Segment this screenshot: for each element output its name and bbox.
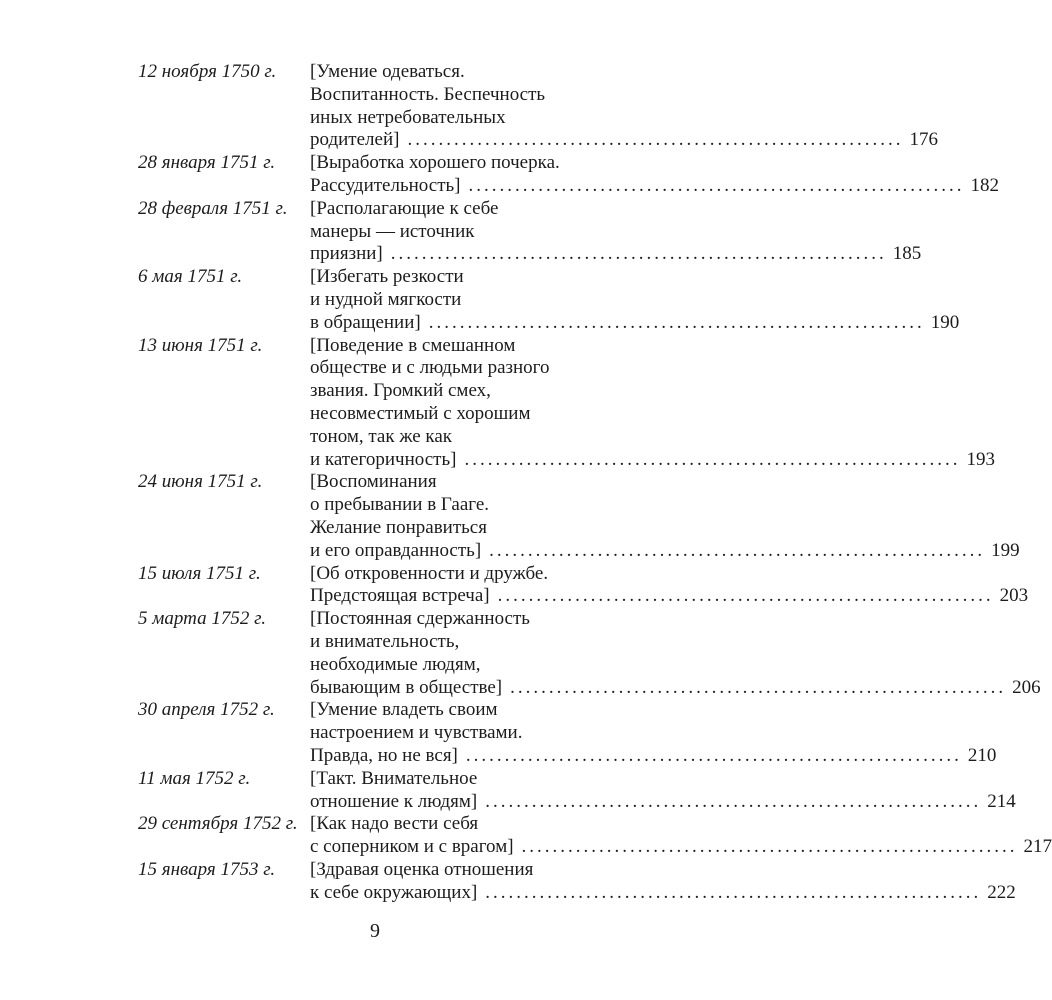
entry-date: 28 февраля 1751 г. [138, 197, 288, 219]
dot-leader: ................................................................ [390, 243, 887, 265]
entry-title-line: [Умение одеваться. [310, 61, 465, 82]
entry-date: 28 января 1751 г. [138, 152, 276, 174]
entry-title-line: [Избегать резкости [310, 266, 464, 288]
entry-title-line: Воспитанность. Беспечность [310, 83, 546, 105]
page-number: 9 [370, 920, 380, 942]
entry-title-line: звания. Громкий смех, [310, 380, 491, 402]
toc-entry [138, 608, 1041, 699]
entry-title-line: [Постоянная сдержанность [310, 608, 530, 630]
entry-page-number: 210 [967, 744, 997, 766]
entry-title-line: [Умение владеть своим [310, 699, 498, 721]
entry-date: 11 мая 1752 г. [138, 767, 251, 789]
entry-title-last-line [310, 243, 921, 266]
entry-date: 6 мая 1751 г. [138, 266, 243, 288]
dot-leader: ................................................................ [407, 129, 904, 151]
entry-page-number: 185 [892, 243, 922, 265]
entry-title-line: [Такт. Внимательное [310, 767, 478, 789]
entry-description [310, 608, 1041, 699]
entry-title-line: Рассудительность] [310, 174, 461, 196]
entry-title-last-line [310, 745, 996, 768]
entry-title-line: приязни] [310, 243, 383, 265]
entry-title-last-line [310, 540, 1020, 563]
entry-description [310, 768, 1016, 814]
dot-leader: ................................................................ [468, 174, 965, 196]
entry-title-last-line [310, 449, 995, 472]
entry-title-line: к себе окружающих] [310, 881, 478, 903]
entry-title-line: с соперником и с врагом] [310, 836, 514, 858]
entry-description [310, 563, 1028, 609]
dot-leader: ................................................................ [428, 311, 925, 333]
dot-leader: ................................................................ [485, 881, 982, 903]
entry-title-line: отношение к людям] [310, 790, 478, 812]
table-of-contents [138, 61, 1052, 904]
entry-date: 13 июня 1751 г. [138, 334, 263, 356]
entry-page-number: 222 [987, 881, 1016, 903]
entry-description [310, 471, 1020, 562]
entry-date: 15 января 1753 г. [138, 858, 276, 880]
entry-title-last-line [310, 129, 938, 152]
toc-entry [138, 562, 1029, 609]
entry-title-line: и его оправданность] [310, 539, 482, 561]
entry-page-number: 190 [930, 311, 960, 333]
entry-title-line: [Выработка хорошего почерка. [310, 152, 560, 174]
dot-leader: ................................................................ [521, 836, 1018, 858]
entry-title-line: бывающим в обществе] [310, 676, 503, 698]
entry-page-number: 206 [1012, 676, 1041, 698]
entry-title-line: Желание понравиться [310, 516, 487, 538]
entry-title-line: [Здравая оценка отношения [310, 858, 534, 880]
toc-entry [138, 61, 938, 152]
entry-title-line: настроением и чувствами. [310, 722, 523, 744]
toc-entry [138, 334, 995, 472]
entry-date: 30 апреля 1752 г. [138, 699, 275, 721]
entry-title-line: обществе и с людьми разного [310, 357, 550, 379]
entry-description [310, 813, 1052, 859]
entry-date: 5 марта 1752 г. [138, 608, 266, 630]
entry-title-line: [Об откровенности и дружбе. [310, 562, 549, 584]
entry-title-line: родителей] [310, 129, 400, 151]
entry-title-line: [Как надо вести себя [310, 813, 479, 835]
entry-title-line: необходимые людям, [310, 653, 481, 675]
entry-date: 12 ноября 1750 г. [138, 61, 277, 82]
entry-title-last-line [310, 312, 959, 335]
entry-title-line: [Поведение в смешанном [310, 334, 516, 356]
dot-leader: ................................................................ [497, 585, 994, 607]
entry-title-line: тоном, так же как [310, 425, 452, 447]
entry-title-line: в обращении] [310, 311, 421, 333]
entry-title-line: манеры — источник [310, 220, 475, 242]
entry-title-line: и нудной мягкости [310, 288, 462, 310]
entry-date: 15 июля 1751 г. [138, 562, 261, 584]
entry-date: 29 сентября 1752 г. [138, 813, 298, 835]
entry-page-number: 182 [970, 174, 1000, 196]
entry-title-line: и категоричность] [310, 448, 457, 470]
entry-date: 24 июня 1751 г. [138, 471, 263, 493]
dot-leader: ................................................................ [510, 676, 1007, 698]
entry-description [310, 61, 938, 152]
entry-page-number: 214 [987, 790, 1016, 812]
dot-leader: ................................................................ [489, 539, 986, 561]
toc-entry [138, 266, 960, 334]
toc-entry [138, 858, 1016, 905]
entry-title-last-line [310, 175, 999, 198]
entry-title-last-line [310, 882, 1016, 905]
entry-page-number: 203 [999, 585, 1029, 607]
entry-description [310, 699, 996, 767]
entry-title-last-line [310, 791, 1016, 814]
entry-title-last-line [310, 677, 1041, 700]
entry-page-number: 199 [991, 539, 1020, 561]
dot-leader: ................................................................ [485, 790, 982, 812]
entry-title-last-line [310, 585, 1028, 608]
entry-title-line: [Располагающие к себе [310, 197, 499, 219]
entry-page-number: 217 [1023, 836, 1052, 858]
entry-page-number: 176 [909, 129, 938, 151]
toc-entry [138, 699, 997, 767]
entry-title-last-line [310, 836, 1052, 859]
dot-leader: ................................................................ [465, 744, 962, 766]
toc-entry [138, 152, 1000, 198]
entry-description [310, 266, 959, 334]
entry-title-line: иных нетребовательных [310, 106, 506, 128]
toc-entry [138, 813, 1052, 859]
toc-entry [138, 197, 922, 266]
entry-title-line: Правда, но не вся] [310, 744, 458, 766]
entry-title-line: и внимательность, [310, 630, 460, 652]
toc-entry [138, 767, 1016, 814]
entry-title-line: Предстоящая встреча] [310, 585, 490, 607]
entry-description [310, 198, 921, 266]
entry-title-line: о пребывании в Гааге. [310, 494, 490, 516]
entry-title-line: несовместимый с хорошим [310, 402, 531, 424]
toc-entry [138, 471, 1020, 562]
entry-description [310, 335, 995, 472]
entry-description [310, 152, 999, 198]
dot-leader: ................................................................ [464, 448, 961, 470]
entry-page-number: 193 [966, 448, 995, 470]
entry-title-line: [Воспоминания [310, 471, 437, 493]
entry-description [310, 859, 1016, 905]
